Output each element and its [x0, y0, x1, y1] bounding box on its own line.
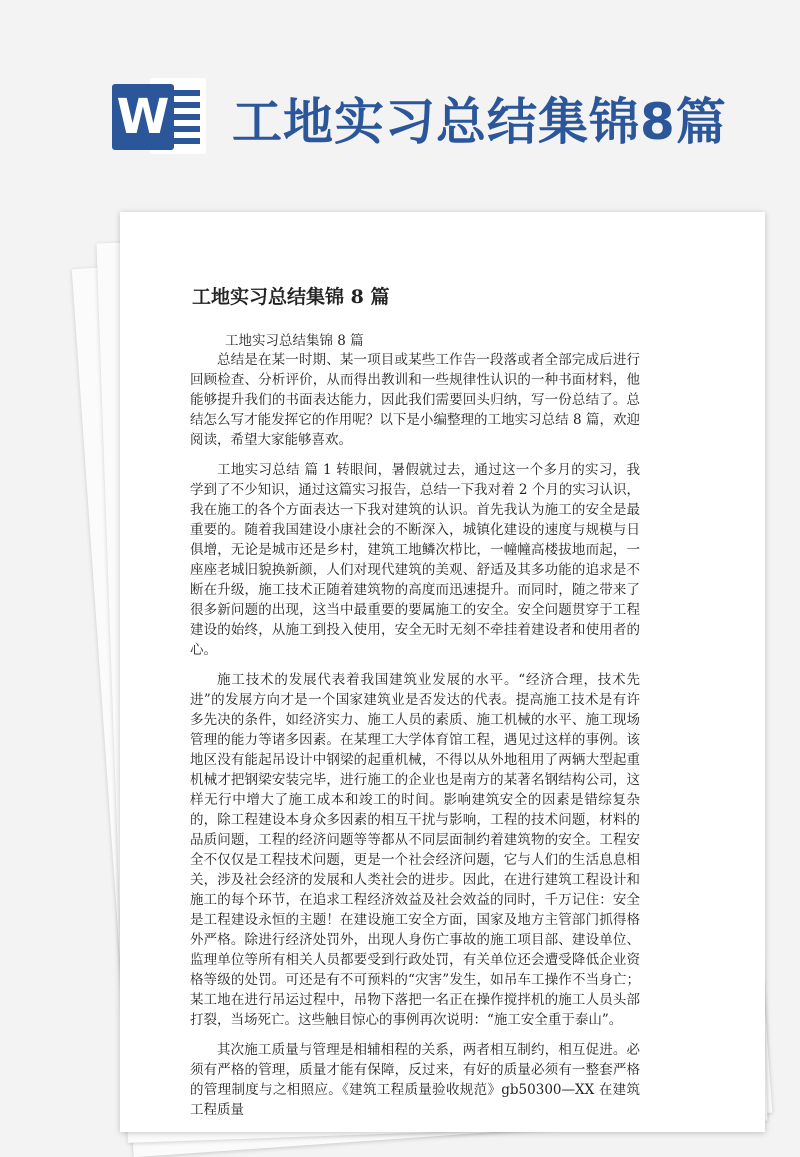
banner	[0, 0, 800, 200]
document-page	[120, 212, 765, 1132]
word-logo-letter: W	[112, 84, 174, 150]
word-document-icon	[112, 76, 212, 156]
paragraph: 施工技术的发展代表着我国建筑业发展的水平。“经济合理，技术先进”的发展方向才是一个国家建筑业是否发达的代表。提高施工技术是有许多先决的条件，如经济实力、施工人员的素质、施工机械的水平、施工现场管理的能力等诸多因素。在某理工大学体育馆工程，遇见过这样的事例。该地区没有能起吊设计中钢梁的起重机械，不得以从外地租用了两辆大型起重机械才把钢梁安装完毕，进行施工的企业也是南方的某著名钢结构公司，这样无行中增大了施工成本和竣工的时间。影响建筑安全的因素是错综复杂的，除工程建设本身众多因素的相互干扰与影响，工程的技术问题，材料的品质问题，工程的经济问题等等都从不同层面制约着建筑物的安全。工程安全不仅仅是工程技术问题，更是一个社会经济问题，它与人们的生活息息相关，涉及社会经济的发展和人类社会的进步。因此，在进行建筑工程设计和施工的每个环节，在追求工程经济效益及社会效益的同时，千万记住：安全是工程建设永恒的主题！在建设施工安全方面，国家及地方主管部门抓得格外严格。除进行经济处罚外，出现人身伤亡事故的施工项目部、建设单位、监理单位等所有相关人员都要受到行政处罚，有关单位还会遭受降低企业资格等级的处罚。可还是有不可预料的“灾害”发生，如吊车工操作不当身亡；某工地在进行吊运过程中，吊物下落把一名正在操作搅拌机的施工人员头部打裂，当场死亡。这些触目惊心的事例再次说明：“施工安全重于泰山”。	[190, 672, 640, 1028]
banner-title: 工地实习总结集锦8篇	[232, 93, 727, 151]
paragraph: 总结是在某一时期、某一项目或某些工作告一段落或者全部完成后进行回顾检查、分析评价，从而得出教训和一些规律性认识的一种书面材料，他能够提升我们的书面表达能力，因此我们需要回头归纳，写一份总结了。总结怎么写才能发挥它的作用呢？以下是小编整理的工地实习总结 8 篇，欢迎阅读，希望大家能够喜欢。	[190, 352, 640, 448]
paragraph: 其次施工质量与管理是相辅相程的关系，两者相互制约，相互促进。必须有严格的管理，质量才能有保障，反过来，有好的质量必须有一整套严格的管理制度与之相照应。《建筑工程质量验收规范》gb50300—XX 在建筑工程质量	[190, 1042, 640, 1118]
document-subtitle: 工地实习总结集锦 8 篇	[225, 333, 364, 349]
paragraph: 工地实习总结 篇 1 转眼间，暑假就过去，通过这一个多月的实习，我学到了不少知识，通过这篇实习报告，总结一下我对着 2 个月的实习认识，我在施工的各个方面表达一下我对建筑的认识。首先我认为施工的安全是最重要的。随着我国建设小康社会的不断深入，城镇化建设的速度与规模与日俱增，无论是城市还是乡村，建筑工地鳞次栉比，一幢幢高楼拔地而起，一座座老城旧貌换新颜，人们对现代建筑的美观、舒适及其多功能的追求是不断在升级，施工技术正随着建筑物的高度而迅速提升。而同时，随之带来了很多新问题的出现，这当中最重要的要属施工的安全。安全问题贯穿于工程建设的始终，从施工到投入使用，安全无时无刻不牵挂着建设者和使用者的心。	[190, 462, 640, 658]
document-body	[190, 350, 640, 1130]
document-title: 工地实习总结集锦 8 篇	[192, 286, 390, 308]
